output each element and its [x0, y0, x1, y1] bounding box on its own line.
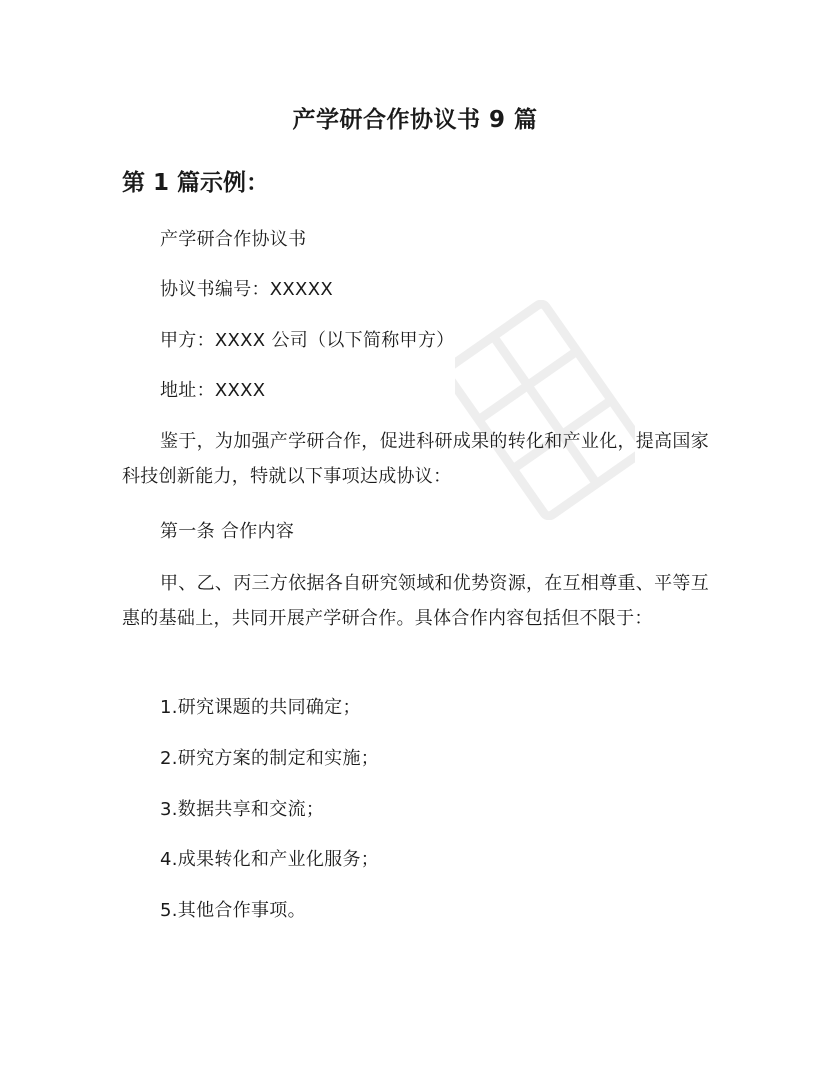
list-item: 2.研究方案的制定和实施； — [160, 748, 380, 769]
list-item: 5.其他合作事项。 — [160, 900, 306, 921]
list-item: 3.数据共享和交流； — [160, 799, 325, 820]
paragraph-party-a: 甲方：XXXX 公司（以下简称甲方） — [160, 330, 455, 351]
paragraph-address: 地址：XXXX — [160, 380, 266, 401]
paragraph-cooperation-scope: 甲、乙、丙三方依据各自研究领域和优势资源，在互相尊重、平等互惠的基础上，共同开展产学研合作。具体合作内容包括但不限于： — [122, 573, 709, 629]
paragraph-article-one: 第一条 合作内容 — [160, 521, 295, 542]
paragraph-agreement-number: 协议书编号：XXXXX — [160, 279, 333, 300]
paragraph-agreement-name: 产学研合作协议书 — [160, 229, 307, 250]
section-heading: 第 1 篇示例： — [122, 170, 270, 196]
list-item: 1.研究课题的共同确定； — [160, 697, 361, 718]
paragraph-whereas: 鉴于，为加强产学研合作，促进科研成果的转化和产业化，提高国家科技创新能力，特就以下事项达成协议： — [122, 431, 709, 487]
document-title: 产学研合作协议书 9 篇 — [292, 107, 538, 133]
list-item: 4.成果转化和产业化服务； — [160, 849, 380, 870]
